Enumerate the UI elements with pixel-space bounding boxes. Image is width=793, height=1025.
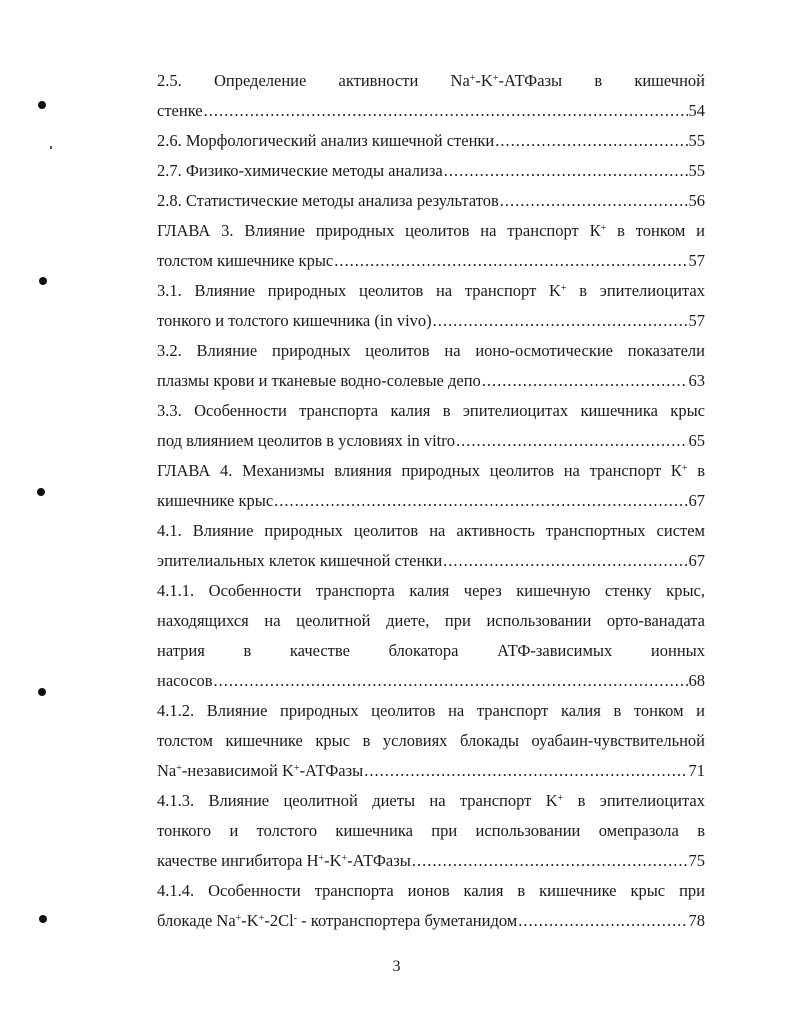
page-ref: 54	[688, 101, 705, 120]
toc-entry-2-8: 2.8. Статистические методы анализа результатов ..... 56	[157, 186, 705, 216]
page-ref: 78	[688, 911, 705, 930]
binding-hole-mark	[38, 688, 46, 696]
page-ref: 65	[688, 431, 705, 450]
table-of-contents	[157, 66, 705, 936]
toc-entry-3-1: 3.1. Влияние природных цеолитов на транспорт K+ в эпителиоцитах	[157, 281, 705, 300]
scan-speck	[50, 146, 52, 149]
page-ref: 71	[688, 761, 705, 780]
toc-entry-4-1-3-line2: тонкого и толстого кишечника при использовании омепразола в	[157, 821, 705, 840]
toc-entry-2-7: 2.7. Физико-химические методы анализа ..... 55	[157, 156, 705, 186]
toc-entry-4-1-3: 4.1.3. Влияние цеолитной диеты на транспорт K+ в эпителиоцитах	[157, 791, 705, 810]
page-ref: 68	[688, 671, 705, 690]
page-ref: 55	[688, 161, 705, 180]
page-ref: 63	[688, 371, 705, 390]
toc-entry-4-1-leader: эпителиальных клеток кишечной стенки ..... 67	[157, 546, 705, 576]
toc-entry-3-1-leader: тонкого и толстого кишечника (in vivo) ..... 57	[157, 306, 705, 336]
binding-hole-mark	[39, 915, 47, 923]
toc-entry-4-1-1-line3: натрия в качестве блокатора АТФ-зависимых ионных	[157, 641, 705, 660]
toc-chapter-4-leader: кишечнике крыс ..... 67	[157, 486, 705, 516]
toc-entry-3-2: 3.2. Влияние природных цеолитов на ионо-осмотические показатели	[157, 341, 705, 360]
toc-entry-4-1-2-line2: толстом кишечнике крыс в условиях блокады оуабаин-чувствительной	[157, 731, 705, 750]
toc-entry-3-2-leader: плазмы крови и тканевые водно-солевые депо ..... 63	[157, 366, 705, 396]
toc-entry-4-1-3-leader: качестве ингибитора H+-K+-АТФазы ..... 75	[157, 846, 705, 876]
toc-entry-4-1-1-line2: находящихся на цеолитной диете, при использовании орто-ванадата	[157, 611, 705, 630]
toc-entry-4-1-2-leader: Na+-независимой K+-АТФазы ..... 71	[157, 756, 705, 786]
binding-hole-mark	[38, 101, 46, 109]
toc-entry-4-1: 4.1. Влияние природных цеолитов на активность транспортных систем	[157, 521, 705, 540]
toc-chapter-3: ГЛАВА 3. Влияние природных цеолитов на транспорт К+ в тонком и	[157, 221, 705, 240]
toc-entry-3-3: 3.3. Особенности транспорта калия в эпителиоцитах кишечника крыс	[157, 401, 705, 420]
toc-entry-2-5-leader: стенке ..... 54	[157, 96, 705, 126]
toc-entry-2-6: 2.6. Морфологический анализ кишечной стенки ..... 55	[157, 126, 705, 156]
toc-entry-4-1-1: 4.1.1. Особенности транспорта калия через кишечную стенку крыс,	[157, 581, 705, 600]
toc-entry-4-1-1-leader: насосов ..... 68	[157, 666, 705, 696]
page-ref: 67	[688, 491, 705, 510]
page-ref: 67	[688, 551, 705, 570]
toc-chapter-4: ГЛАВА 4. Механизмы влияния природных цеолитов на транспорт К+ в	[157, 461, 705, 480]
toc-chapter-3-leader: толстом кишечнике крыс ..... 57	[157, 246, 705, 276]
page-ref: 57	[688, 311, 705, 330]
page-ref: 55	[688, 131, 705, 150]
page-ref: 56	[688, 191, 705, 210]
toc-entry-4-1-4: 4.1.4. Особенности транспорта ионов калия в кишечнике крыс при	[157, 881, 705, 900]
toc-entry-3-3-leader: под влиянием цеолитов в условиях in vitro ..... 65	[157, 426, 705, 456]
page-ref: 75	[688, 851, 705, 870]
binding-hole-mark	[39, 277, 47, 285]
page-number: 3	[392, 958, 401, 975]
toc-entry-2-5: 2.5. Определение активности Na+-K+-АТФазы в кишечной	[157, 71, 705, 90]
toc-entry-4-1-2: 4.1.2. Влияние природных цеолитов на транспорт калия в тонком и	[157, 701, 705, 720]
toc-entry-4-1-4-leader: блокаде Na+-K+-2Cl- - котранспортера буметанидом ..... 78	[157, 906, 705, 936]
binding-hole-mark	[37, 488, 45, 496]
page-ref: 57	[688, 251, 705, 270]
